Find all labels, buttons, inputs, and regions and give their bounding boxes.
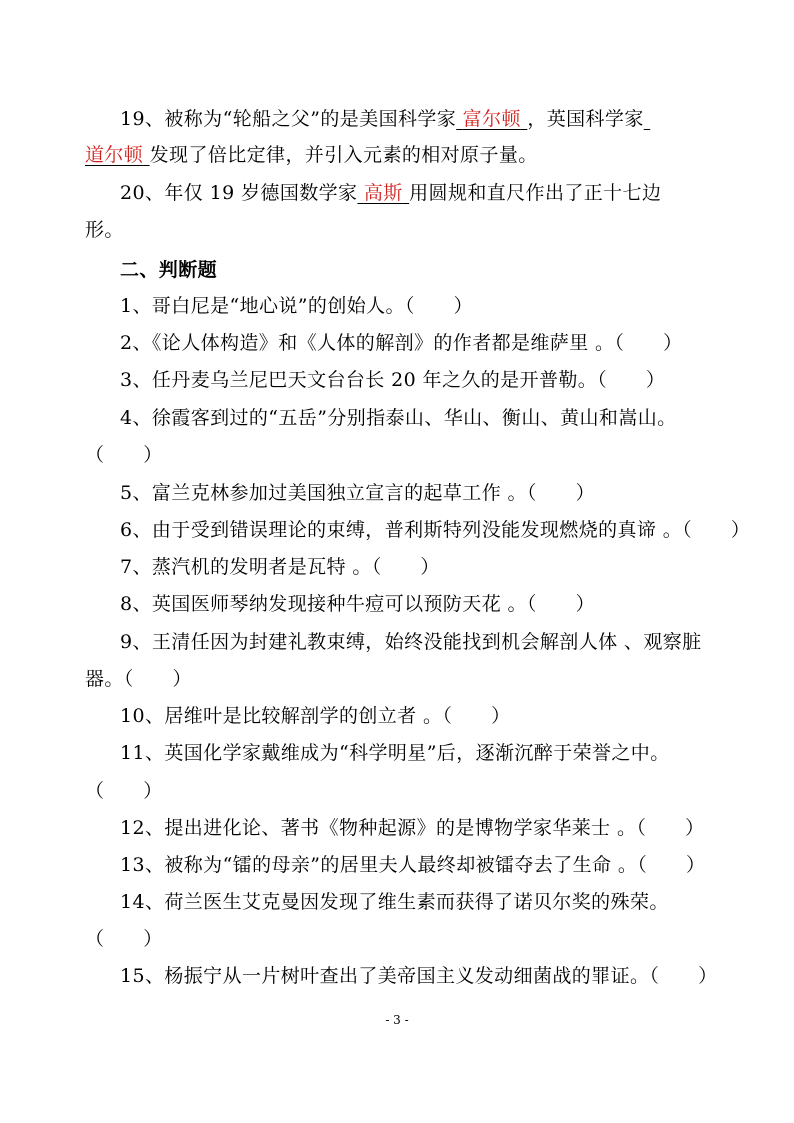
- question-20-text-2: 用圆规和直尺作出了正十七边: [409, 182, 662, 204]
- judgment-15: 15、杨振宁从一片树叶查出了美帝国主义发动细菌战的罪证。（ ）: [120, 965, 718, 987]
- judgment-5: 5、富兰克林参加过美国独立宣言的起草工作 。（ ）: [120, 482, 596, 504]
- judgment-6: 6、由于受到错误理论的束缚，普利斯特列没能发现燃烧的真谛 。（ ）: [120, 519, 751, 541]
- page-number: - 3 -: [385, 1013, 409, 1027]
- question-19-line-1: [120, 106, 654, 132]
- question-19-text-3: 发现了倍比定律，并引入元素的相对原子量。: [149, 144, 538, 166]
- judgment-4-line-1: 4、徐霞客到过的“五岳”分别指泰山、华山、衡山、黄山和嵩山。: [120, 407, 677, 429]
- question-19-text-1: 19、被称为“轮船之父”的是美国科学家: [120, 108, 457, 130]
- question-19-line-2: [85, 142, 538, 168]
- question-20-answer: 高斯: [363, 182, 403, 204]
- judgment-8: 8、英国医师琴纳发现接种牛痘可以预防天花 。（ ）: [120, 593, 596, 615]
- judgment-3: 3、任丹麦乌兰尼巴天文台台长 20 年之久的是开普勒。（ ）: [120, 369, 666, 391]
- question-19-answer-1: 富尔顿: [462, 108, 521, 130]
- question-20-text-1: 20、年仅 19 岁德国数学家: [120, 182, 358, 204]
- judgment-10: 10、居维叶是比较解剖学的创立者 。（ ）: [120, 705, 511, 727]
- question-19-blank: [644, 106, 654, 132]
- judgment-13: 13、被称为“镭的母亲”的居里夫人最终却被镭夺去了生命 。（ ）: [120, 854, 706, 876]
- question-20-line-2: [85, 217, 124, 243]
- question-20-line-1: [120, 180, 661, 206]
- judgment-1: 1、哥白尼是“地心说”的创始人。（ ）: [120, 295, 474, 317]
- judgment-9-line-1: 9、王清任因为封建礼教束缚，始终没能找到机会解剖人体 、观察脏: [120, 631, 702, 653]
- judgment-11-line-1: 11、英国化学家戴维成为“科学明星”后，逐渐沉醉于荣誉之中。: [120, 742, 670, 764]
- judgment-9-line-2: 器。（ ）: [85, 668, 192, 690]
- question-19-answer-2: 道尔顿: [85, 144, 144, 166]
- judgment-4-line-2: （ ）: [85, 444, 163, 466]
- judgment-14-line-2: （ ）: [85, 928, 163, 950]
- question-19-text-2: ，英国科学家: [527, 108, 644, 130]
- question-20-text-3: 形。: [85, 219, 124, 241]
- section-title: 二、判断题: [120, 259, 218, 281]
- judgment-2: 2、《论人体构造》和《人体的解剖》的作者都是维萨里 。（ ）: [120, 332, 683, 354]
- judgment-11-line-2: （ ）: [85, 780, 163, 802]
- judgment-7: 7、蒸汽机的发明者是瓦特 。（ ）: [120, 556, 440, 578]
- judgment-12: 12、提出进化论、著书《物种起源》的是博物学家华莱士 。（ ）: [120, 817, 705, 839]
- judgment-14-line-1: 14、荷兰医生艾克曼因发现了维生素而获得了诺贝尔奖的殊荣。: [120, 891, 669, 913]
